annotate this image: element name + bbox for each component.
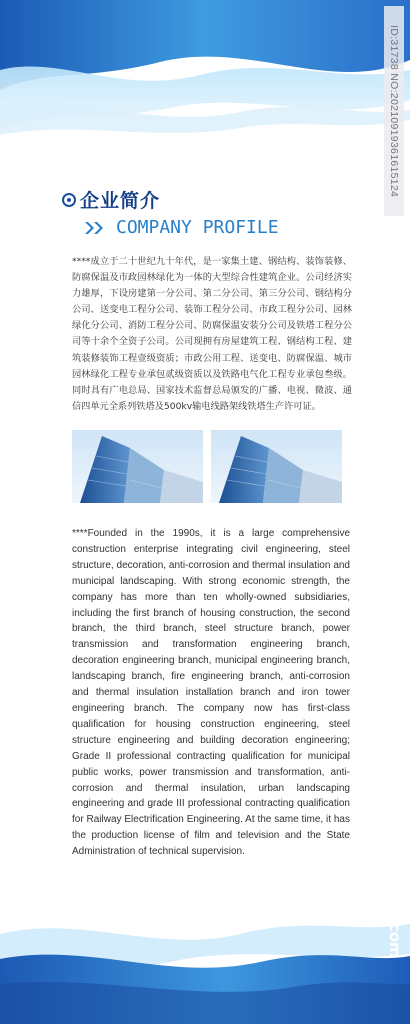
title-block xyxy=(62,186,279,238)
building-photo-left xyxy=(72,430,203,503)
brand-watermark: 昵图网 www.nipic.com xyxy=(386,780,404,958)
profile-paragraph-cn: ****成立于二十世纪九十年代，是一家集土建、钢结构、装饰装修、防腐保温及市政园林绿化为一体的大型综合性建筑企业。公司经济实力雄厚，下设房建第一分公司、第二分公司、第三分公司、钢结构分公司、送变电工程分公司、装饰工程分公司、市政工程分公司、园林绿化分公司、消防工程分公司、防腐保温安装分公司及铁塔工程分公司等十余个全资子公司。公司现拥有房屋建筑工程、钢结构工程、建筑装修装饰工程壹级资质；市政公用工程、送变电、防腐保温、城市园林绿化工程专业承包贰级资质以及铁路电气化工程专业承包叁级。同时具有广电总局、国家技术监督总局颁发的广播、电视、微波、通信四单元全系列铁塔及500kv输电线路架线铁塔生产许可证。 xyxy=(72,256,352,412)
building-photo-right xyxy=(211,430,342,503)
watermark-id-text: ID:31738 NO:20210919361615124 xyxy=(388,24,400,198)
side-watermark-id xyxy=(384,6,404,216)
profile-paragraph-en: ****Founded in the 1990s, it is a large comprehensive construction enterprise integrating civil engineering, steel structure, decoration, anti-corrosion and thermal insulation and municipal landscaping. With strong economic strength, the company has more than ten wholly-owned subsidiaries, including the first branch of housing construction, the second branch, the third branch, steel structure branch, power transmission and transformation engineering branch, decoration engineering branch, municipal engineering branch, landscaping branch, fire engineering branch, anti-corrosion and thermal insulation installation branch and iron tower engineering branch. The company now has first-class qualification for housing construction engineering, steel structure engineering and building decoration engineering; Grade II professional contracting qualification for municipal public works, power transmission and transformation, anti-corrosion and thermal insulation, urban landscaping engineering and grade III professional contracting qualification for Railway Electrification Engineering. At the same time, it has the production license of film and television and the State Administration of technical supervision. xyxy=(72,528,350,858)
bottom-wave-decoration xyxy=(0,904,410,1024)
double-chevron-right-icon xyxy=(84,221,106,235)
top-wave-decoration xyxy=(0,0,410,160)
circle-dot-icon xyxy=(62,193,76,207)
title-row xyxy=(62,186,279,213)
subtitle-row xyxy=(84,217,279,238)
page-title-cn: 企业简介 xyxy=(80,190,161,212)
page-title-en: COMPANY PROFILE xyxy=(116,217,279,238)
